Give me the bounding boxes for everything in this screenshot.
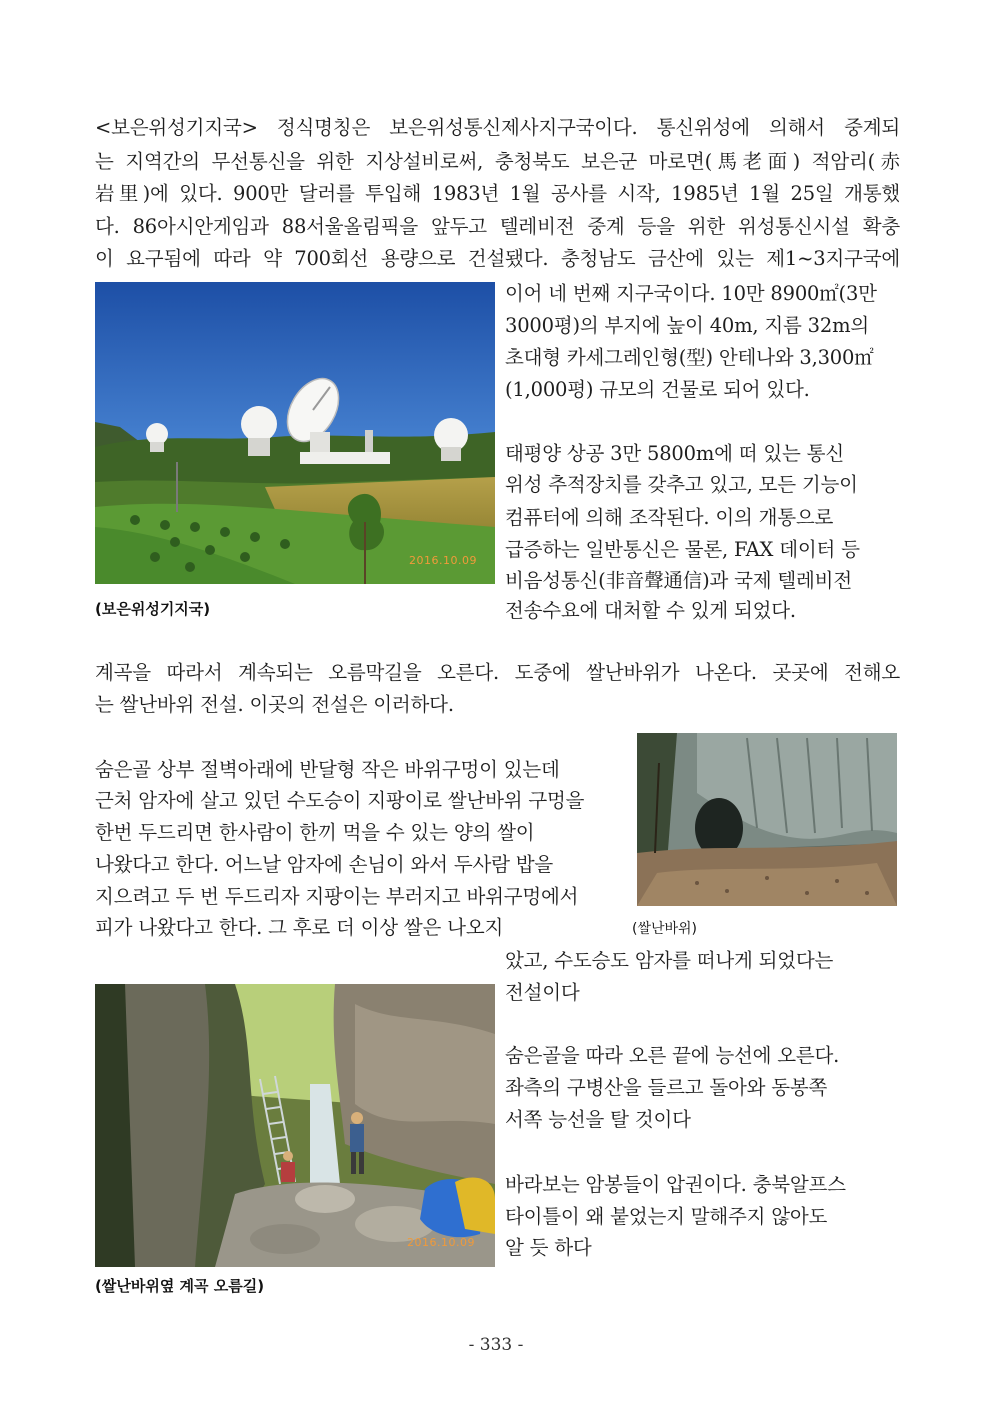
side-text-1-line-4: (1,000평) 규모의 건물로 되어 있다. bbox=[505, 378, 810, 401]
side-text-1-line-3: 초대형 카세그레인형(型) 안테나와 3,300㎡ bbox=[505, 346, 874, 369]
side-text-2-line-3: 컴퓨터에 의해 조작된다. 이의 개통으로 bbox=[505, 506, 834, 529]
paragraph-3-line-2: 는 쌀난바위 전설. 이곳의 전설은 이러하다. bbox=[95, 693, 454, 716]
side-text-5-line-3: 알 듯 하다 bbox=[505, 1236, 592, 1259]
paragraph-1-line-1: <보은위성기지국> 정식명칭은 보은위성통신제사지구국이다. 통신위성에 의해서 중계되 bbox=[95, 116, 900, 139]
side-text-5-line-1: 바라보는 암봉들이 압권이다. 충북알프스 bbox=[505, 1173, 846, 1196]
paragraph-1-line-2: 는 지역간의 무선통신을 위한 지상설비로써, 충청북도 보은군 마로면(馬老面) 적암리(赤 bbox=[95, 150, 900, 173]
paragraph-1-line-5: 이 요구됨에 따라 약 700회선 용량으로 건설됐다. 충청남도 금산에 있는 제1~3지구국에 bbox=[95, 247, 900, 270]
photo-3-date-stamp: 2016.10.09 bbox=[407, 1236, 475, 1249]
paragraph-4-line-4: 나왔다고 한다. 어느날 암자에 손님이 와서 두사람 밥을 bbox=[95, 853, 554, 876]
gorge-trail-photo bbox=[95, 984, 495, 1267]
paragraph-4-line-3: 한번 두드리면 한사람이 한끼 먹을 수 있는 양의 쌀이 bbox=[95, 821, 535, 844]
photo-2-caption: (쌀난바위) bbox=[632, 921, 698, 937]
side-text-4-line-1: 숨은골을 따라 오른 끝에 능선에 오른다. bbox=[505, 1044, 840, 1067]
paragraph-4-line-1: 숨은골 상부 절벽아래에 반달형 작은 바위구멍이 있는데 bbox=[95, 758, 560, 781]
side-text-1-line-2: 3000평)의 부지에 높이 40m, 지름 32m의 bbox=[505, 314, 870, 337]
side-text-2-line-6: 전송수요에 대처할 수 있게 되었다. bbox=[505, 599, 796, 622]
side-text-4-line-2: 좌측의 구병산을 들르고 돌아와 동봉쪽 bbox=[505, 1076, 828, 1099]
paragraph-4-line-6: 피가 나왔다고 한다. 그 후로 더 이상 쌀은 나오지 bbox=[95, 916, 504, 939]
page-number: - 333 - bbox=[468, 1335, 524, 1355]
side-text-3-line-1: 았고, 수도승도 암자를 떠나게 되었다는 bbox=[505, 949, 834, 972]
photo-3-caption: (쌀난바위옆 계곡 오름길) bbox=[95, 1277, 265, 1295]
paragraph-4-line-2: 근처 암자에 살고 있던 수도승이 지팡이로 쌀난바위 구멍을 bbox=[95, 789, 585, 812]
photo-1-date-stamp: 2016.10.09 bbox=[409, 554, 477, 567]
side-text-2-line-2: 위성 추적장치를 갖추고 있고, 모든 기능이 bbox=[505, 473, 858, 496]
side-text-4-line-3: 서쪽 능선을 탈 것이다 bbox=[505, 1108, 691, 1131]
satellite-station-photo bbox=[95, 282, 495, 584]
side-text-3-line-2: 전설이다 bbox=[505, 981, 580, 1004]
photo-1-caption: (보은위성기지국) bbox=[95, 600, 211, 618]
rice-rock-photo bbox=[637, 733, 897, 906]
side-text-1-line-1: 이어 네 번째 지구국이다. 10만 8900㎡(3만 bbox=[505, 282, 877, 305]
paragraph-1-line-3: 岩里)에 있다. 900만 달러를 투입해 1983년 1월 공사를 시작, 1985년 1월 25일 개통했 bbox=[95, 182, 900, 205]
paragraph-3-line-1: 계곡을 따라서 계속되는 오름막길을 오른다. 도중에 쌀난바위가 나온다. 곳곳에 전해오 bbox=[95, 661, 900, 684]
paragraph-4-line-5: 지으려고 두 번 두드리자 지팡이는 부러지고 바위구멍에서 bbox=[95, 885, 579, 908]
side-text-5-line-2: 타이틀이 왜 붙었는지 말해주지 않아도 bbox=[505, 1205, 828, 1228]
side-text-2-line-5: 비음성통신(非音聲通信)과 국제 텔레비전 bbox=[505, 569, 852, 592]
side-text-2-line-4: 급증하는 일반통신은 물론, FAX 데이터 등 bbox=[505, 538, 860, 561]
paragraph-1-line-4: 다. 86아시안게임과 88서울올림픽을 앞두고 텔레비전 중계 등을 위한 위성통신시설 확충 bbox=[95, 215, 900, 238]
side-text-2-line-1: 태평양 상공 3만 5800m에 떠 있는 통신 bbox=[505, 442, 844, 465]
